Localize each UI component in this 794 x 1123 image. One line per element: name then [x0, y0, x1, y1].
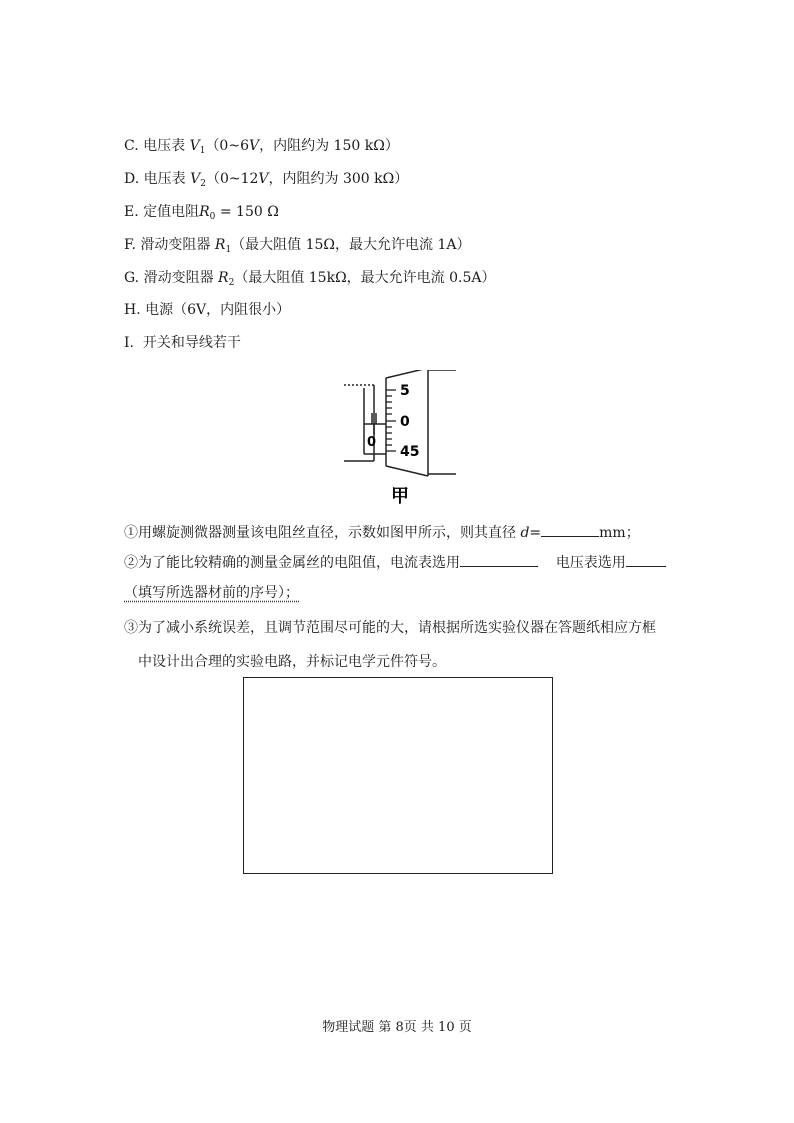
- thimble-label-0: 0: [400, 414, 410, 430]
- question-2: ②为了能比较精确的测量金属丝的电阻值，电流表选用 电压表选用: [124, 552, 666, 573]
- question-2-note: （填写所选器材前的序号）；: [124, 585, 299, 601]
- ammeter-answer-blank[interactable]: [460, 552, 538, 567]
- question-3-line1: ③为了减小系统误差，且调节范围尽可能的大，请根据所选实验仪器在答题纸相应方框: [124, 620, 656, 636]
- circuit-answer-box[interactable]: [243, 677, 553, 874]
- diameter-answer-blank[interactable]: [541, 522, 599, 537]
- thimble-label-45: 45: [400, 444, 420, 460]
- thimble-label-5: 5: [400, 383, 410, 399]
- item-h: H. 电源（6V，内阻很小）: [124, 302, 291, 318]
- question-3-line2: 中设计出合理的实验电路，并标记电学元件符号。: [138, 654, 446, 670]
- item-e: E. 定值电阻$R_0 = 150$ Ω: [124, 204, 279, 222]
- sleeve-label-0: 0: [367, 435, 377, 450]
- question-1: ①用螺旋测微器测量该电阻丝直径，示数如图甲所示，则其直径 d= mm；: [124, 522, 640, 543]
- item-c: C. 电压表 $V_1(0\sim 6V$，内阻约为 150 kΩ）: [124, 138, 399, 156]
- page-footer: 物理试题 第 8页 共 10 页: [322, 1020, 472, 1035]
- item-i: I. 开关和导线若干: [124, 335, 241, 351]
- micrometer-figure: [330, 370, 470, 520]
- item-d: D. 电压表 $V_2(0\sim 12V$，内阻约为 300 kΩ）: [124, 171, 409, 189]
- item-f: F. 滑动变阻器 $R_1$（最大阻值 15Ω，最大允许电流 1A）: [124, 237, 471, 255]
- item-g: G. 滑动变阻器 $R_2$（最大阻值 15kΩ，最大允许电流 0.5A）: [124, 270, 496, 288]
- voltmeter-answer-blank[interactable]: [626, 552, 666, 567]
- thimble-scale: [386, 390, 396, 451]
- figure-caption: 甲: [391, 486, 409, 507]
